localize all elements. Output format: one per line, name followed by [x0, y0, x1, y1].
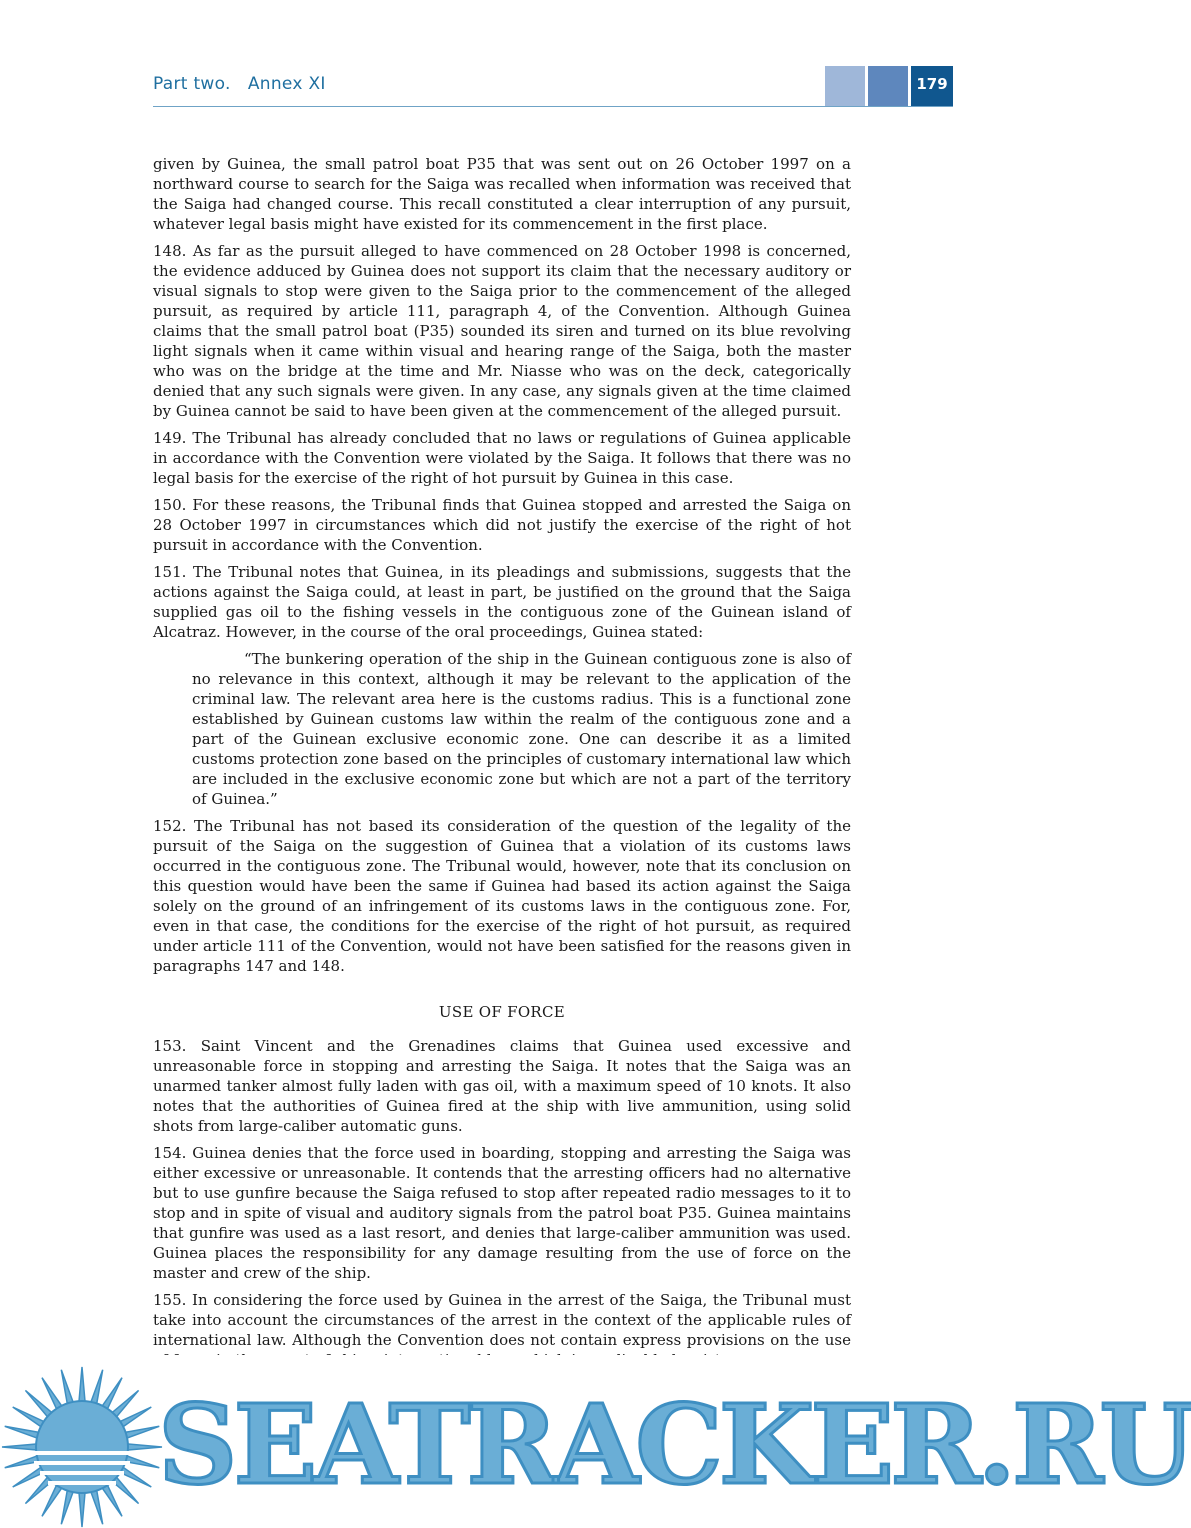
header-decor-block — [825, 66, 865, 106]
paragraph: given by Guinea, the small patrol boat P35 that was sent out on 26 October 1997 on a northward course to search for the Saiga was recalled when information was received that the Saiga had changed course. This recall constituted a clear interruption of any pursuit, whatever legal basis might have existed for its commencement in the first place. — [153, 155, 851, 233]
sun-icon — [0, 1355, 170, 1528]
sun-ray — [79, 1491, 85, 1527]
paragraph-154: 154. Guinea denies that the force used in boarding, stopping and arresting the Saiga was either excessive or unreasonable. It contends that the arresting officers had no alternative but to use gunfire because the Saiga refused to stop after repeated radio messages to it to stop and in spite of visual and auditory signals from the patrol boat P35. Guinea maintains that gunfire was used as a last resort, and denies that large-caliber ammunition was used. Guinea places the responsibility for any damage resulting from the use of force on the master and crew of the ship. — [153, 1144, 851, 1282]
section-heading: USE OF FORCE — [438, 1003, 566, 1021]
paragraph-152: 152. The Tribunal has not based its consideration of the question of the legality of the pursuit of the Saiga on the suggestion of Guinea that a violation of its customs laws occurred in the contiguous zone. The Tribunal would, however, note that its conclusion on this question would have been the same if Guinea had based its action against the Saiga solely on the ground of an infringement of its customs laws in the contiguous zone. For, even in that case, the conditions for the exercise of the right of hot pursuit, as required under article 111 of the Convention, would not have been satisfied for the reasons given in paragraphs 147 and 148. — [153, 817, 851, 975]
header-divider — [153, 106, 953, 107]
paragraph-149: 149. The Tribunal has already concluded that no laws or regulations of Guinea applicable in accordance with the Convention were violated by the Saiga. It follows that there was no legal basis for the exercise of the right of hot pursuit by Guinea in this case. — [153, 429, 851, 487]
sun-ray — [79, 1367, 85, 1403]
sun-ray — [5, 1426, 41, 1438]
sun-ray — [61, 1489, 73, 1525]
paragraph-151: 151. The Tribunal notes that Guinea, in its pleadings and submissions, suggests that the actions against the Saiga could, at least in part, be justified on the ground that the Saiga supplied gas oil to the fishing vessels in the contiguous zone of the Guinean island of Alcatraz. However, in the course of the oral proceedings, Guinea stated: — [153, 563, 851, 641]
paragraph-155: 155. In considering the force used by Guinea in the arrest of the Saiga, the Tribunal must take into account the circumstances of the arrest in the context of the applicable rules of international law. Although the Convention does not contain express provisions on the use — [153, 1291, 851, 1349]
watermark-text: SEATRACKER.RU — [158, 1380, 1191, 1509]
sun-ray — [2, 1444, 38, 1450]
watermark-banner — [0, 1355, 1191, 1528]
paragraph-153: 153. Saint Vincent and the Grenadines claims that Guinea used excessive and unreasonable force in stopping and arresting the Saiga. It notes that the Saiga was an unarmed tanker almost fully laden with gas oil, with a maximum speed of 10 knots. It also notes that the authorities of Guinea fired at the ship with live ammunition, using solid shots from large-caliber automatic guns. — [153, 1037, 851, 1135]
paragraph-150: 150. For these reasons, the Tribunal finds that Guinea stopped and arrested the Saiga on 28 October 1997 in circumstances which did not justify the exercise of the right of hot pursuit in accordance with the Convention. — [153, 496, 851, 554]
sun-ray — [124, 1426, 160, 1438]
document-body — [153, 154, 851, 1377]
block-quote: “The bunkering operation of the ship in the Guinean contiguous zone is also of no relevance in this context, although it may be relevant to the application of the criminal law. The relevant area here is the customs radius. This is a functional zone established by Guinean customs law within the realm of the contiguous zone and a part of the Guinean exclusive economic zone. One can describe it as a limited customs protection zone based on the principles of customary international law which are included in the exclusive economic zone but which are not a part of the territory of Guinea.” — [192, 650, 851, 808]
paragraph-148: 148. As far as the pursuit alleged to have commenced on 28 October 1998 is concerned, the evidence adduced by Guinea does not support its claim that the necessary auditory or visual signals to stop were given to the Saiga prior to the commencement of the alleged pursuit, as required by article 111, paragraph 4, of the Convention. Although Guinea claims that the small patrol boat (P35) sounded its siren and turned on its blue revolving light signals when it came within visual and hearing range of the Saiga, both the master who was on the bridge at the time and Mr. Niasse who was on the deck, categorically denied that any such signals were given. In any case, any signals given at the time claimed by Guinea cannot be said to have been given at the commencement of the alleged pursuit. — [153, 242, 851, 420]
sun-ray — [90, 1489, 102, 1525]
running-header: Part two. Annex XI — [153, 74, 326, 94]
header-decor-block — [868, 66, 908, 106]
page-number: 179 — [916, 75, 948, 93]
sun-ray — [90, 1370, 102, 1406]
sun-ray — [126, 1444, 162, 1450]
sun-ray — [61, 1370, 73, 1406]
